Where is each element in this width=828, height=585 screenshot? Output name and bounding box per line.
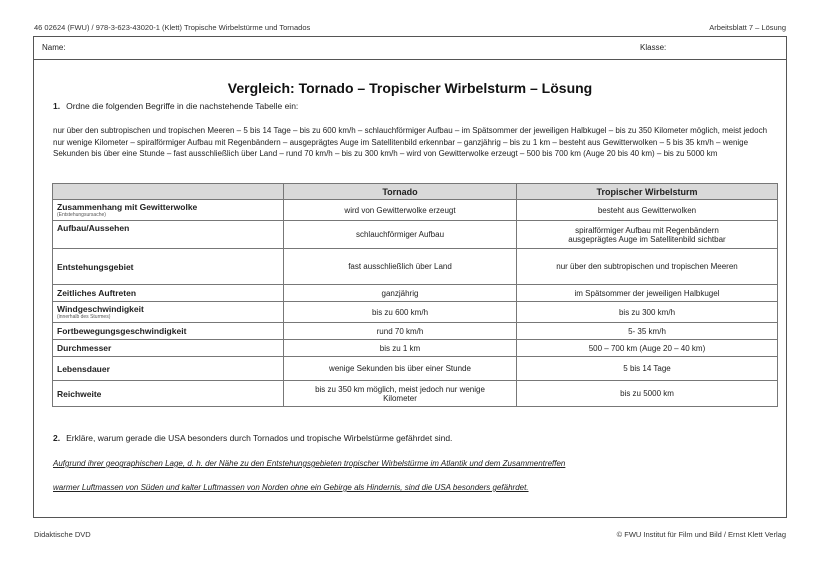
storm-cell: 5- 35 km/h <box>517 323 778 340</box>
row-sublabel: (Entstehungsursache) <box>57 212 106 218</box>
header-sheet-label: Arbeitsblatt 7 – Lösung <box>709 23 786 32</box>
row-label: Reichweite <box>53 381 284 407</box>
tornado-cell: ganzjährig <box>284 285 517 302</box>
class-label: Klasse: <box>640 43 667 52</box>
task-2 <box>53 433 452 443</box>
table-header-tornado: Tornado <box>284 184 517 200</box>
storm-cell: bis zu 300 km/h <box>517 302 778 323</box>
footer-left: Didaktische DVD <box>34 530 91 539</box>
row-label: Durchmesser <box>53 340 284 357</box>
answer-line-1: Aufgrund ihrer geographischen Lage, d. h. der Nähe zu den Entstehungsgebieten tropischer Wirbelstürme im Atlantik und dem Zusammentreffen <box>53 459 566 468</box>
task-1-number: 1. <box>53 101 61 111</box>
table-row <box>53 302 778 323</box>
table-header-blank <box>53 184 284 200</box>
storm-cell: besteht aus Gewitterwolken <box>517 200 778 221</box>
row-label: Entstehungsgebiet <box>53 249 284 285</box>
task-1-text: Ordne die folgenden Begriffe in die nachstehende Tabelle ein: <box>66 101 299 111</box>
row-label: Fortbewegungsgeschwindigkeit <box>53 323 284 340</box>
table-row <box>53 323 778 340</box>
tornado-cell: bis zu 350 km möglich, meist jedoch nur wenige Kilometer <box>284 381 517 407</box>
header-source: 46 02624 (FWU) / 978-3-623-43020-1 (Klett) Tropische Wirbelstürme und Tornados <box>34 23 311 32</box>
worksheet-frame <box>33 36 787 518</box>
storm-cell: nur über den subtropischen und tropischen Meeren <box>517 249 778 285</box>
tornado-cell: schlauchförmiger Aufbau <box>284 221 517 249</box>
tornado-cell: rund 70 km/h <box>284 323 517 340</box>
table-row <box>53 221 778 249</box>
row-label: Zusammenhang mit Gewitterwolke (Entstehungsursache) <box>53 200 284 221</box>
row-label: Zeitliches Auftreten <box>53 285 284 302</box>
storm-cell: bis zu 5000 km <box>517 381 778 407</box>
row-label: Lebensdauer <box>53 357 284 381</box>
comparison-table <box>52 183 778 407</box>
storm-cell: 500 – 700 km (Auge 20 – 40 km) <box>517 340 778 357</box>
answer-line-2: warmer Luftmassen von Süden und kalter Luftmassen von Norden ohne ein Gebirge als Hindernis, sind die USA besonders gefährdet. <box>53 483 529 492</box>
storm-cell: spiralförmiger Aufbau mit Regenbändern ausgeprägtes Auge im Satellitenbild sichtbar <box>517 221 778 249</box>
page-title: Vergleich: Tornado – Tropischer Wirbelsturm – Lösung <box>227 80 593 96</box>
task-2-text: Erkläre, warum gerade die USA besonders durch Tornados und tropische Wirbelstürme gefährdet sind. <box>66 433 453 443</box>
tornado-cell: bis zu 600 km/h <box>284 302 517 323</box>
term-list: nur über den subtropischen und tropischen Meeren – 5 bis 14 Tage – bis zu 600 km/h – schlauchförmiger Aufbau – im Spätsommer der jeweiligen Halbkugel – bis zu 350 Kilometer möglich, meist jedoch nur wenige Kilometer – spiralförmiger Aufbau mit Regenbändern – ausgeprägtes Auge im Satellitenbild erkennbar – ganzjährig – bis zu 1 km – besteht aus Gewitterwolken – 5 bis 35 km/h – wenige Sekunden bis über eine Stunde – fast ausschließlich über Land – rund 70 km/h – bis zu 300 km/h – wird von Gewitterwolke erzeugt – 500 bis 700 km (Auge 20 bis 40 km) – bis zu 5000 km <box>53 126 768 158</box>
tornado-cell: fast ausschließlich über Land <box>284 249 517 285</box>
row-label: Windgeschwindigkeit (innerhalb des Sturmes) <box>53 302 284 323</box>
tornado-cell: bis zu 1 km <box>284 340 517 357</box>
name-row <box>34 37 786 60</box>
table-header-storm: Tropischer Wirbelsturm <box>517 184 778 200</box>
name-label: Name: <box>42 43 66 52</box>
row-sublabel: (innerhalb des Sturmes) <box>57 314 111 320</box>
row-label: Aufbau/Aussehen <box>53 221 284 249</box>
task-1 <box>53 101 298 111</box>
table-header-row <box>53 184 778 200</box>
table-row <box>53 249 778 285</box>
footer-right: © FWU Institut für Film und Bild / Ernst Klett Verlag <box>616 530 786 539</box>
table-row <box>53 200 778 221</box>
table-row <box>53 381 778 407</box>
table-row <box>53 340 778 357</box>
storm-cell: im Spätsommer der jeweiligen Halbkugel <box>517 285 778 302</box>
tornado-cell: wird von Gewitterwolke erzeugt <box>284 200 517 221</box>
storm-cell: 5 bis 14 Tage <box>517 357 778 381</box>
tornado-cell: wenige Sekunden bis über einer Stunde <box>284 357 517 381</box>
task-2-number: 2. <box>53 433 61 443</box>
table-row <box>53 285 778 302</box>
table-row <box>53 357 778 381</box>
